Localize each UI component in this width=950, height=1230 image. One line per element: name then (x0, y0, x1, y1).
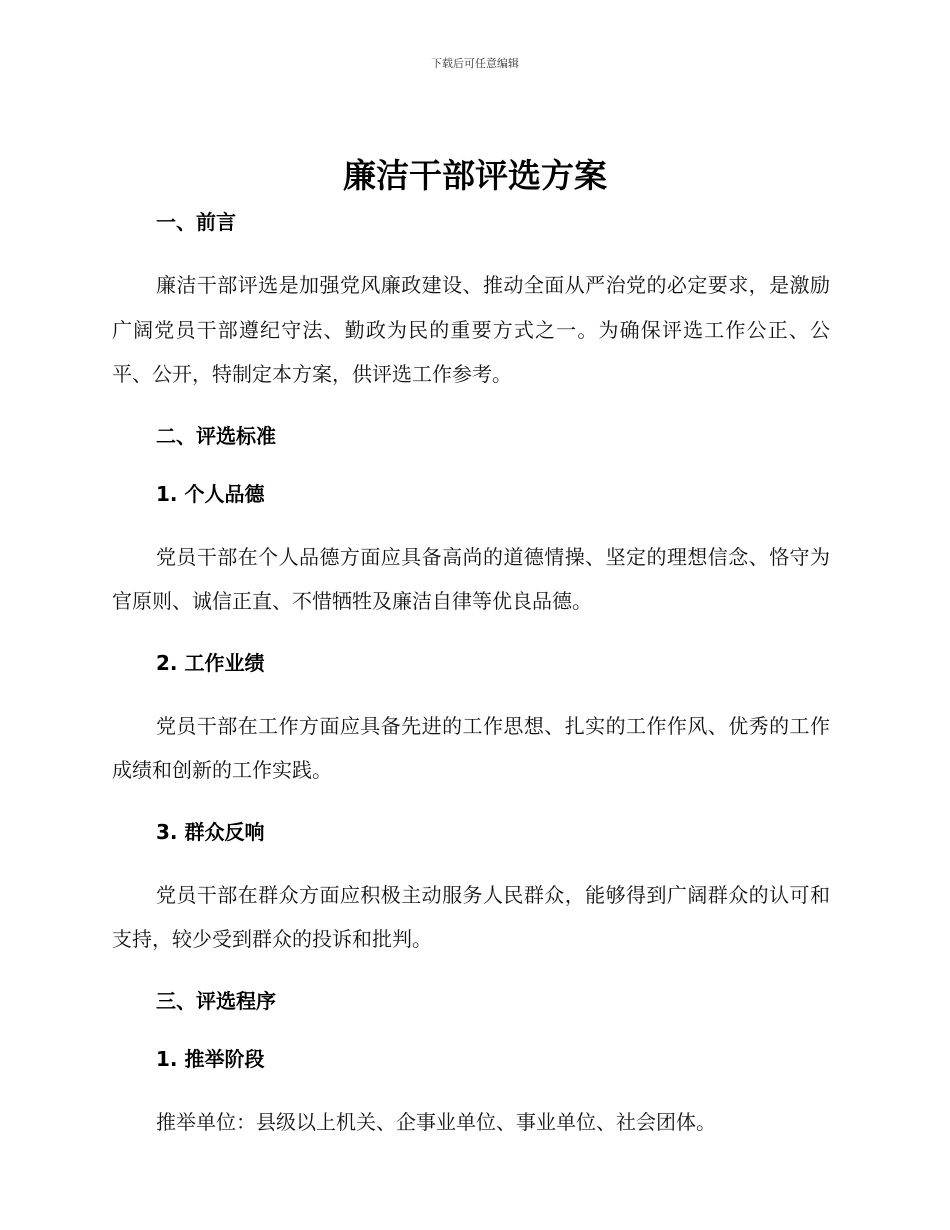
paragraph-public-response: 党员干部在群众方面应积极主动服务人民群众，能够得到广阔群众的认可和支持，较少受到群众的投诉和批判。 (112, 882, 830, 951)
subheading-work-performance: 2. 工作业绩 (156, 650, 265, 675)
header-note: 下载后可任意编辑 (431, 57, 519, 70)
paragraph-personal-character: 党员干部在个人品德方面应具备高尚的道德情操、坚定的理想信念、恪守为官原则、诚信正直、不惜牺牲及廉洁自律等优良品德。 (112, 544, 830, 613)
subheading-public-response: 3. 群众反响 (156, 819, 265, 844)
section-heading-preface: 一、前言 (156, 210, 236, 234)
paragraph-preface: 廉洁干部评选是加强党风廉政建设、推动全面从严治党的必定要求，是激励广阔党员干部遵纪守法、勤政为民的重要方式之一。为确保评选工作公正、公平、公开，特制定本方案，供评选工作参考。 (112, 273, 830, 386)
section-heading-criteria: 二、评选标准 (156, 423, 276, 448)
subheading-personal-character: 1. 个人品德 (156, 481, 265, 506)
document-title: 廉洁干部评选方案 (343, 156, 607, 195)
paragraph-work-performance: 党员干部在工作方面应具备先进的工作思想、扎实的工作作风、优秀的工作成绩和创新的工作实践。 (112, 713, 830, 782)
document-body (112, 205, 830, 1144)
section-heading-procedure: 三、评选程序 (156, 988, 276, 1013)
subheading-nomination-stage: 1. 推举阶段 (156, 1046, 265, 1071)
paragraph-nomination-stage: 推举单位：县级以上机关、企事业单位、事业单位、社会团体。 (156, 1109, 716, 1134)
